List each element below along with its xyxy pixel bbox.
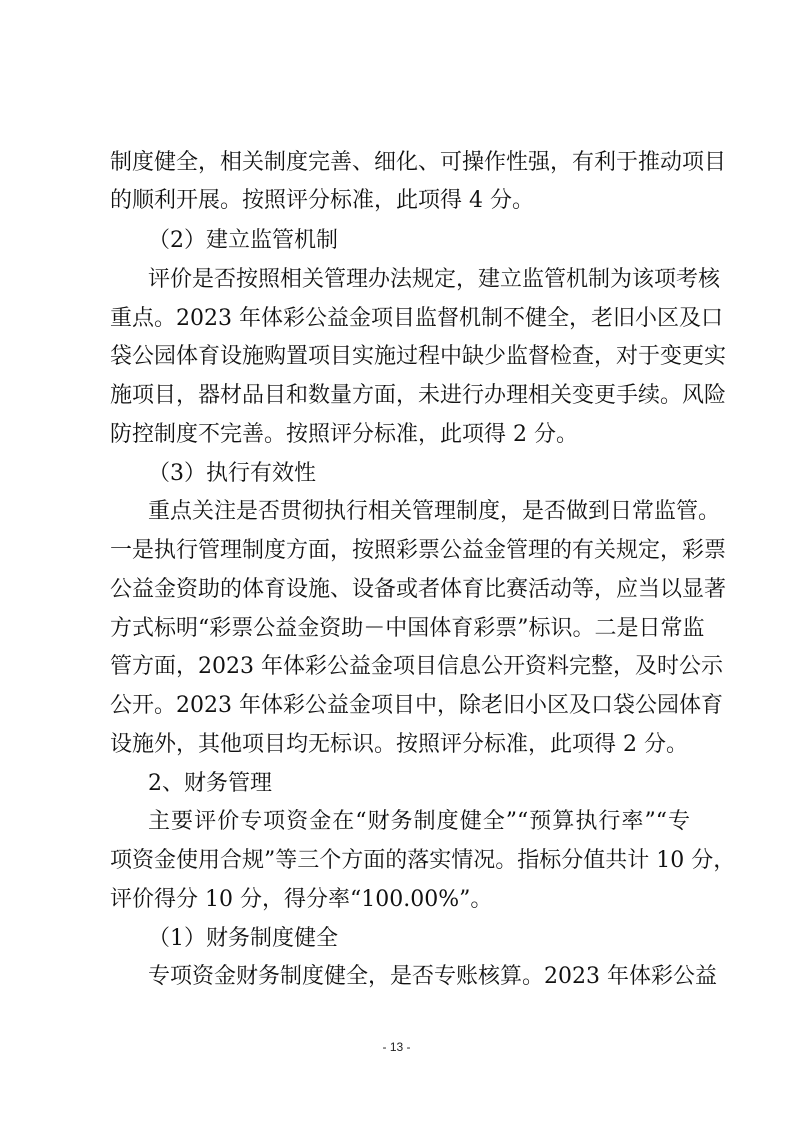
paragraph-line: 评价是否按照相关管理办法规定，建立监管机制为该项考核	[148, 267, 721, 292]
page-number: - 13 -	[382, 1040, 411, 1054]
paragraph-line: 的顺利开展。按照评分标准，此项得 4 分。	[110, 188, 534, 213]
section-heading: （2）建立监管机制	[148, 228, 338, 253]
paragraph-line: 项资金使用合规”等三个方面的落实情况。指标分值共计 10 分，	[110, 848, 736, 873]
paragraph-line: 主要评价专项资金在“财务制度健全”“预算执行率”“专	[148, 809, 690, 834]
paragraph-line: 方式标明“彩票公益金资助－中国体育彩票”标识。二是日常监	[110, 616, 705, 641]
paragraph-line: 专项资金财务制度健全，是否专账核算。2023 年体彩公益	[148, 964, 717, 989]
paragraph-line: 公开。2023 年体彩公益金项目中，除老旧小区及口袋公园体育	[110, 693, 723, 718]
paragraph-line: 评价得分 10 分，得分率“100.00%”。	[110, 887, 493, 912]
section-heading: （3）执行有效性	[148, 461, 316, 486]
paragraph-line: 袋公园体育设施购置项目实施过程中缺少监督检查，对于变更实	[110, 344, 727, 369]
paragraph-line: 重点关注是否贯彻执行相关管理制度，是否做到日常监管。	[148, 499, 721, 524]
paragraph-line: 施项目，器材品目和数量方面，未进行办理相关变更手续。风险	[110, 383, 727, 408]
paragraph-line: 一是执行管理制度方面，按照彩票公益金管理的有关规定，彩票	[110, 538, 727, 563]
section-heading: （1）财务制度健全	[148, 926, 338, 951]
paragraph-line: 重点。2023 年体彩公益金项目监督机制不健全，老旧小区及口	[110, 306, 723, 331]
paragraph-line: 防控制度不完善。按照评分标准，此项得 2 分。	[110, 422, 578, 447]
section-heading: 2、财务管理	[148, 771, 272, 796]
paragraph-line: 设施外，其他项目均无标识。按照评分标准，此项得 2 分。	[110, 732, 688, 757]
paragraph-line: 管方面，2023 年体彩公益金项目信息公开资料完整，及时公示	[110, 654, 723, 679]
paragraph-line: 制度健全，相关制度完善、细化、可操作性强，有利于推动项目	[110, 150, 727, 175]
paragraph-line: 公益金资助的体育设施、设备或者体育比赛活动等，应当以显著	[110, 577, 727, 602]
